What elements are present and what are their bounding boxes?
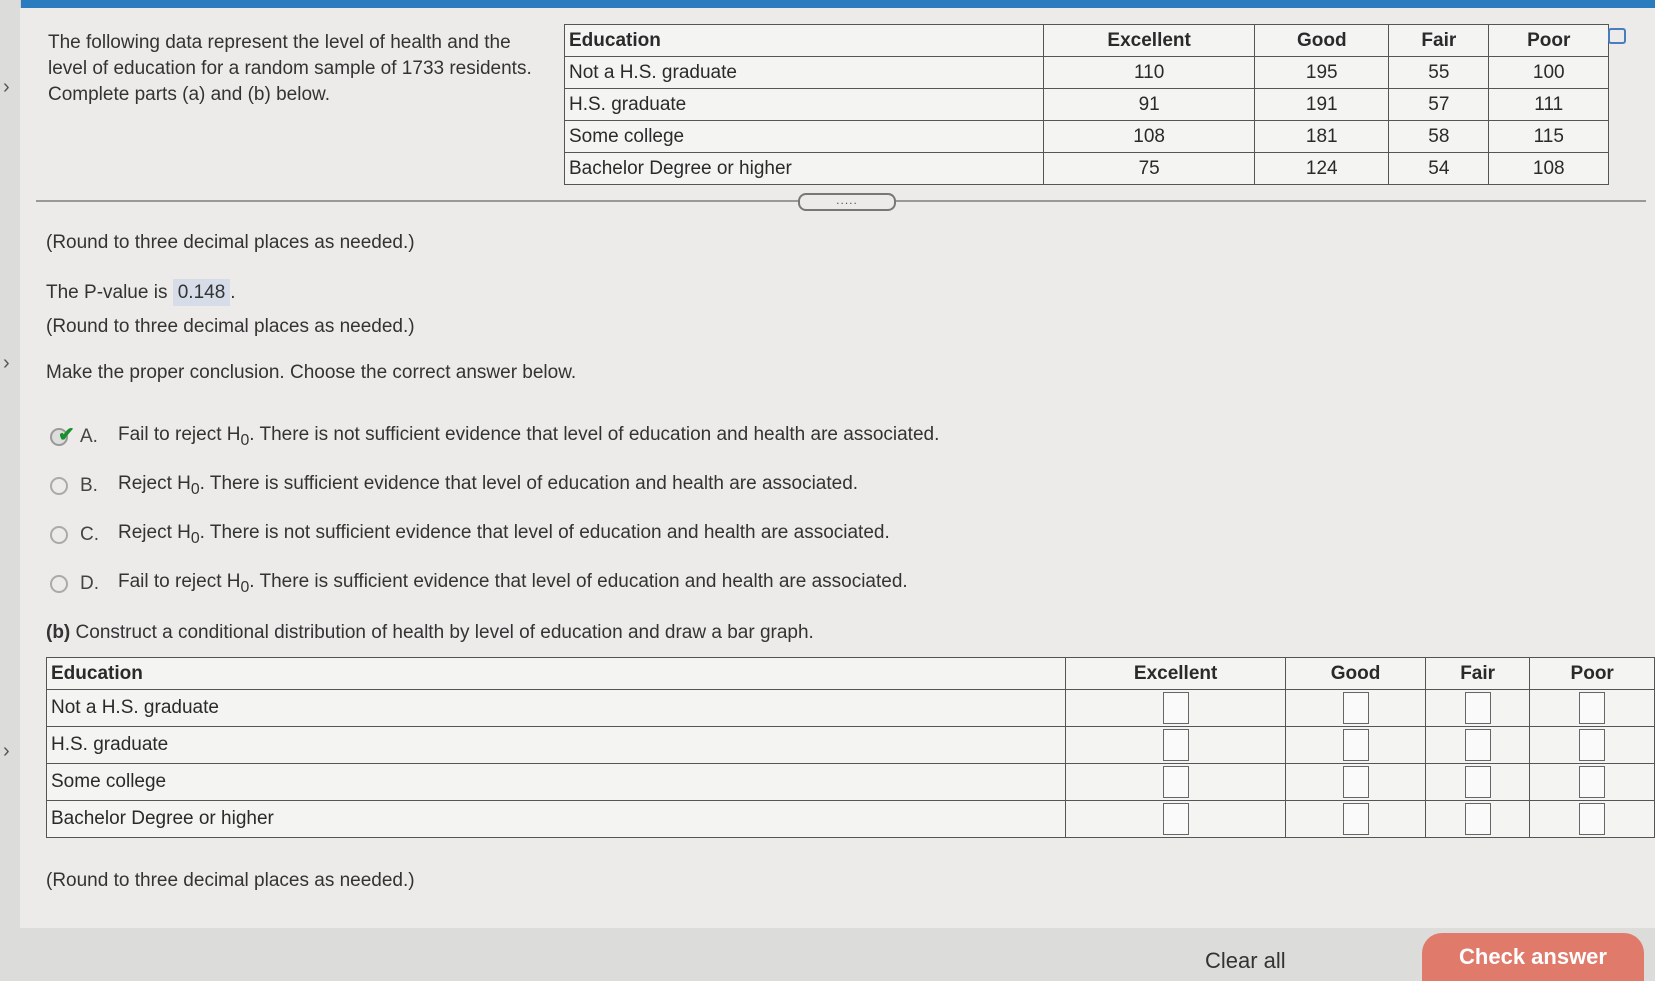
left-rail [0, 0, 21, 981]
table-row [565, 57, 1609, 89]
conclusion-prompt: Make the proper conclusion. Choose the correct answer below. [46, 362, 577, 383]
answer-input[interactable] [1163, 729, 1189, 761]
option-text-post: . There is not sufficient evidence that level of education and health are associated. [199, 522, 890, 543]
column-header: Excellent [1066, 658, 1286, 690]
table-cell [1530, 801, 1655, 838]
column-header: Education [565, 25, 1044, 57]
table-header-row [47, 658, 1655, 690]
column-header: Fair [1389, 25, 1489, 57]
part-b-label: (b) [46, 622, 71, 643]
table-cell: 191 [1255, 89, 1389, 121]
column-header: Excellent [1044, 25, 1255, 57]
answer-input[interactable] [1465, 692, 1491, 724]
table-cell: 54 [1389, 153, 1489, 185]
table-cell: 111 [1489, 89, 1609, 121]
table-cell: 58 [1389, 121, 1489, 153]
table-cell: H.S. graduate [565, 89, 1044, 121]
table-cell [1286, 801, 1426, 838]
pvalue-suffix: . [230, 282, 236, 303]
table-cell [1066, 690, 1286, 727]
expand-chevron-icon[interactable]: › [3, 352, 10, 374]
clear-all-button[interactable]: Clear all [1205, 948, 1286, 973]
checkmark-icon: ✔ [58, 423, 75, 446]
expand-chevron-icon[interactable]: › [3, 740, 10, 762]
answer-input[interactable] [1579, 766, 1605, 798]
option-a[interactable] [50, 424, 939, 450]
table-cell: 108 [1044, 121, 1255, 153]
table-cell [1286, 727, 1426, 764]
option-d[interactable] [50, 571, 908, 597]
popout-icon[interactable] [1608, 28, 1626, 44]
table-cell: 75 [1044, 153, 1255, 185]
part-b-prompt [46, 622, 814, 644]
table-cell: Not a H.S. graduate [47, 690, 1066, 727]
table-cell [1530, 690, 1655, 727]
answer-input[interactable] [1465, 766, 1491, 798]
answer-input[interactable] [1343, 692, 1369, 724]
table-row [565, 89, 1609, 121]
answer-input[interactable] [1343, 803, 1369, 835]
column-header: Education [47, 658, 1066, 690]
table-row [47, 764, 1655, 801]
option-text [118, 571, 908, 597]
option-text [118, 424, 939, 450]
table-row [565, 153, 1609, 185]
answer-input[interactable] [1343, 729, 1369, 761]
answer-input[interactable] [1163, 692, 1189, 724]
part-b-text: Construct a conditional distribution of health by level of education and draw a bar graph. [75, 622, 814, 643]
column-header: Fair [1425, 658, 1530, 690]
pvalue-label: The P-value is [46, 282, 168, 303]
table-cell [1066, 727, 1286, 764]
answer-input[interactable] [1163, 803, 1189, 835]
table-cell: 100 [1489, 57, 1609, 89]
table-cell: 57 [1389, 89, 1489, 121]
table-cell: Bachelor Degree or higher [47, 801, 1066, 838]
option-text-pre: Fail to reject H [118, 571, 241, 592]
pvalue-line [46, 282, 236, 304]
answer-input[interactable] [1579, 729, 1605, 761]
option-letter: B. [80, 474, 98, 496]
table-cell: Bachelor Degree or higher [565, 153, 1044, 185]
table-cell [1425, 764, 1530, 801]
option-b[interactable] [50, 473, 858, 499]
table-cell [1286, 764, 1426, 801]
option-subscript: 0 [240, 578, 250, 596]
option-text-pre: Reject H [118, 522, 191, 543]
check-answer-button[interactable]: Check answer [1422, 933, 1644, 981]
column-header: Good [1255, 25, 1389, 57]
table-cell: 124 [1255, 153, 1389, 185]
option-text [118, 473, 858, 499]
table-cell: 55 [1389, 57, 1489, 89]
resize-handle[interactable]: ..... [798, 193, 896, 211]
option-text-pre: Fail to reject H [118, 424, 241, 445]
table-row [47, 690, 1655, 727]
option-text-post: . There is sufficient evidence that level of education and health are associated. [199, 473, 859, 494]
option-text [118, 522, 890, 548]
column-header: Good [1286, 658, 1426, 690]
data-table [564, 24, 1609, 185]
table-cell: 108 [1489, 153, 1609, 185]
table-cell [1530, 764, 1655, 801]
option-subscript: 0 [190, 480, 200, 498]
table-header-row [565, 25, 1609, 57]
option-letter: A. [80, 425, 98, 447]
table-cell [1425, 690, 1530, 727]
table-cell [1066, 801, 1286, 838]
table-row [47, 801, 1655, 838]
table-cell [1286, 690, 1426, 727]
intro-text: The following data represent the level of health and the level of education for a random sample of 1733 residents. Complete parts (a) and (b) below. [48, 32, 532, 105]
footer-bar [20, 928, 1655, 981]
option-letter: D. [80, 572, 99, 594]
round-note: (Round to three decimal places as needed.) [46, 870, 415, 891]
table-cell: 115 [1489, 121, 1609, 153]
pvalue-answer[interactable]: 0.148 [173, 279, 231, 306]
table-row [47, 727, 1655, 764]
table-cell [1530, 727, 1655, 764]
table-cell [1066, 764, 1286, 801]
option-c[interactable] [50, 522, 890, 548]
answer-input[interactable] [1579, 692, 1605, 724]
expand-chevron-icon[interactable]: › [3, 76, 10, 98]
radio-button[interactable] [50, 423, 75, 446]
table-cell [1425, 801, 1530, 838]
round-note: (Round to three decimal places as needed.) [46, 232, 415, 253]
table-cell: Some college [565, 121, 1044, 153]
answer-input[interactable] [1465, 803, 1491, 835]
radio-button[interactable] [50, 526, 68, 544]
answer-input[interactable] [1579, 803, 1605, 835]
table-cell: H.S. graduate [47, 727, 1066, 764]
option-text-post: . There is sufficient evidence that level of education and health are associated. [249, 571, 908, 592]
table-cell: 110 [1044, 57, 1255, 89]
top-bar [0, 0, 1655, 8]
option-subscript: 0 [240, 431, 250, 449]
table-cell [1425, 727, 1530, 764]
column-header: Poor [1489, 25, 1609, 57]
table-cell: 91 [1044, 89, 1255, 121]
answer-input[interactable] [1163, 766, 1189, 798]
table-cell: Some college [47, 764, 1066, 801]
answer-input[interactable] [1465, 729, 1491, 761]
option-subscript: 0 [190, 529, 200, 547]
option-text-pre: Reject H [118, 473, 191, 494]
column-header: Poor [1530, 658, 1655, 690]
table-row [565, 121, 1609, 153]
radio-button[interactable] [50, 477, 68, 495]
radio-button[interactable] [50, 575, 68, 593]
round-note: (Round to three decimal places as needed.) [46, 316, 415, 337]
table-cell: Not a H.S. graduate [565, 57, 1044, 89]
answer-input[interactable] [1343, 766, 1369, 798]
table-cell: 195 [1255, 57, 1389, 89]
table-cell: 181 [1255, 121, 1389, 153]
option-letter: C. [80, 523, 99, 545]
conditional-distribution-table [46, 657, 1655, 838]
option-text-post: . There is not sufficient evidence that level of education and health are associated. [249, 424, 940, 445]
